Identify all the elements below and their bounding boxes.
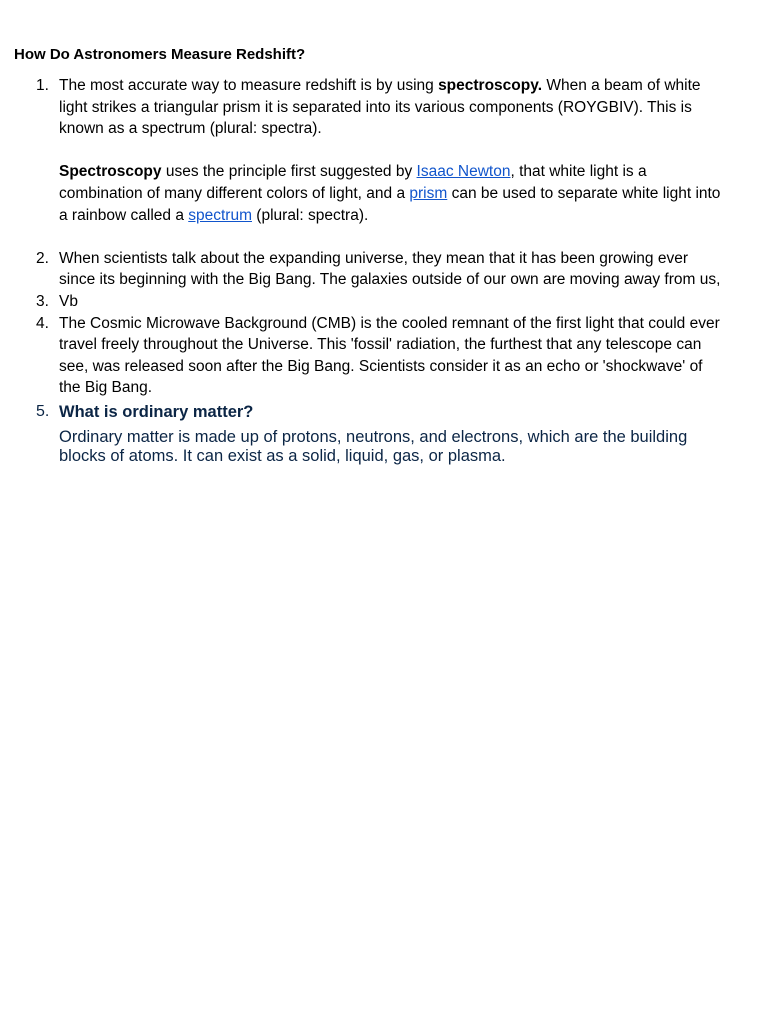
list-number: 3.	[36, 292, 49, 310]
list-item-3	[0, 291, 724, 313]
numbered-list	[0, 75, 768, 467]
paragraph-spectroscopy-principle	[59, 161, 724, 226]
list-item-2	[0, 248, 724, 291]
paragraph-spectroscopy-intro	[59, 75, 724, 140]
list-number: 2.	[36, 249, 49, 267]
spectrum-link[interactable]: spectrum	[188, 206, 252, 224]
list-number: 5.	[36, 402, 50, 420]
isaac-newton-link[interactable]: Isaac Newton	[416, 163, 511, 181]
paragraph-cmb: The Cosmic Microwave Background (CMB) is the cooled remnant of the first light that could ever travel freely throughout the Universe. This 'fossil' radiation, the furthest that any telescope can see, was released soon after the Big Bang. Scientists consider it as an echo or 'shockwave' of the Big Bang.	[59, 314, 720, 397]
text-span: , that white light is a combination of many different colors of light, and a	[59, 163, 647, 202]
list-item-1	[0, 75, 724, 226]
text-span: When a beam of white light strikes a triangular prism it is separated into its various components (ROYGBIV). This is known as a spectrum (plural: spectra).	[59, 77, 701, 138]
bold-term: spectroscopy.	[438, 77, 543, 94]
text-span: can be used to separate white light into a rainbow called a	[59, 184, 721, 224]
text-span: uses the principle first suggested by	[161, 163, 417, 181]
list-number: 1.	[36, 77, 49, 94]
text-span: The most accurate way to measure redshift is by using	[59, 77, 439, 94]
paragraph-vb: Vb	[59, 292, 78, 310]
bold-term: Spectroscopy	[59, 163, 162, 181]
paragraph-expanding-universe: When scientists talk about the expanding universe, they mean that it has been growing ever since its beginning with the Big Bang. The galaxies outside of our own are moving away from us,	[59, 249, 721, 289]
list-number: 4.	[36, 314, 49, 332]
text-span: (plural: spectra).	[252, 206, 369, 224]
list-item-5	[0, 401, 724, 467]
ordinary-matter-text: Ordinary matter is made up of protons, neutrons, and electrons, which are the building blocks of atoms. It can exist as a solid, liquid, gas, or plasma.	[59, 427, 688, 466]
ordinary-matter-heading: What is ordinary matter?	[59, 402, 254, 421]
document-title: How Do Astronomers Measure Redshift?	[14, 46, 306, 63]
prism-link[interactable]: prism	[409, 184, 448, 202]
list-item-4	[0, 313, 724, 399]
